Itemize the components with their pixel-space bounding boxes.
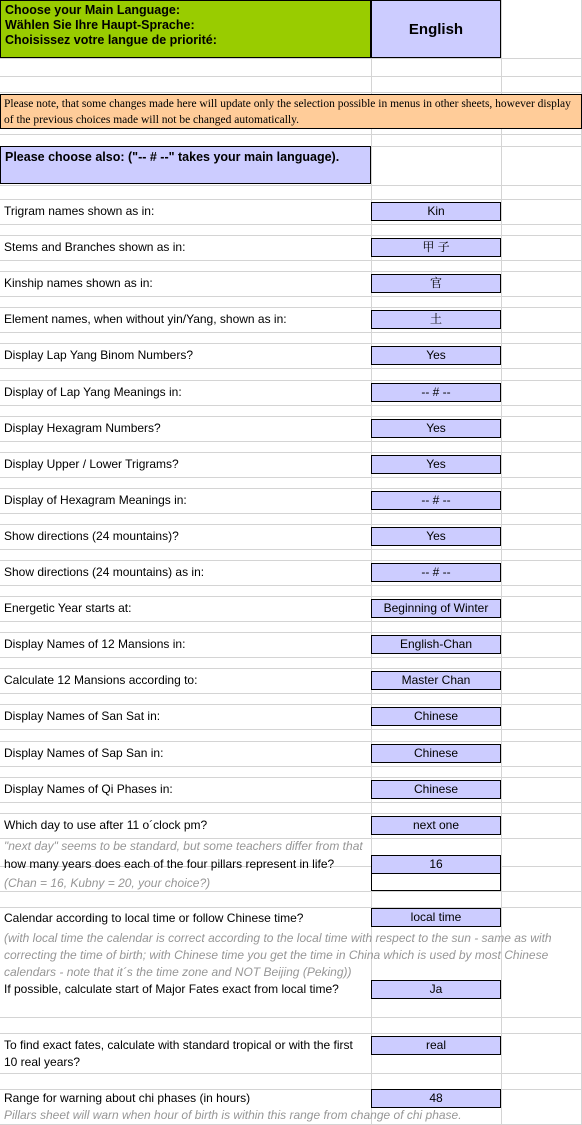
setting-label: Display Names of Sap San in: — [4, 746, 164, 760]
setting-value-select[interactable]: Chinese — [371, 744, 501, 763]
setting-label: Element names, when without yin/Yang, shown as in: — [4, 312, 287, 326]
prompt-english: Choose your Main Language: — [5, 3, 181, 17]
grid-row-line — [0, 693, 582, 694]
setting-value-select[interactable]: Yes — [371, 527, 501, 546]
grid-row-line — [0, 621, 582, 622]
chi-range-input[interactable]: 48 — [371, 1089, 501, 1108]
grid-row-line — [0, 380, 582, 381]
grid-row-line — [0, 668, 582, 669]
grid-row-line — [0, 235, 582, 236]
setting-value-select[interactable]: 甲 子 — [371, 238, 501, 257]
grid-row-line — [0, 596, 582, 597]
grid-row-line — [0, 549, 582, 550]
grid-row-line — [0, 729, 582, 730]
grid-row-line — [0, 307, 582, 308]
setting-label: Display of Lap Yang Meanings in: — [4, 385, 182, 399]
grid-row-line — [0, 766, 582, 767]
grid-row-line — [0, 224, 582, 225]
grid-row-line — [0, 416, 582, 417]
setting-label: Display Hexagram Numbers? — [4, 421, 161, 435]
setting-label: Display Names of Qi Phases in: — [4, 782, 173, 796]
grid-row-line — [0, 704, 582, 705]
exact-fates-label: To find exact fates, calculate with standard tropical or with the first 10 real years? — [4, 1038, 353, 1069]
setting-label: Which day to use after 11 o´clock pm? — [4, 818, 208, 832]
pillars-years-hint: (Chan = 16, Kubny = 20, your choice?) — [4, 876, 211, 890]
grid-row-line — [0, 271, 582, 272]
grid-row-line — [0, 332, 582, 333]
setting-value-select[interactable]: Chinese — [371, 780, 501, 799]
grid-row-line — [0, 296, 582, 297]
setting-label: Display Lap Yang Binom Numbers? — [4, 348, 193, 362]
setting-value-select[interactable]: -- # -- — [371, 383, 501, 402]
grid-row-line — [0, 477, 582, 478]
setting-label: Stems and Branches shown as in: — [4, 240, 186, 254]
grid-row-line — [0, 657, 582, 658]
choose-also-heading: Please choose also: ("-- # --" takes your main language). — [0, 146, 371, 184]
setting-value-select[interactable]: Kin — [371, 202, 501, 221]
chi-range-hint: Pillars sheet will warn when hour of birth is within this range from change of chi phase. — [4, 1108, 462, 1122]
grid-row-line — [0, 802, 582, 803]
setting-value-select[interactable]: Chinese — [371, 707, 501, 726]
grid-row-line — [0, 452, 582, 453]
grid-row-line — [0, 368, 582, 369]
grid-row-line — [0, 185, 582, 186]
grid-row-line — [0, 92, 582, 93]
pillars-years-empty-cell[interactable] — [371, 873, 501, 891]
grid-row-line — [0, 524, 582, 525]
setting-value-select[interactable]: -- # -- — [371, 563, 501, 582]
next-day-hint: "next day" seems to be standard, but some teachers differ from that — [4, 839, 363, 853]
pillars-years-input[interactable]: 16 — [371, 855, 501, 874]
grid-row-line — [0, 343, 582, 344]
calendar-select[interactable]: local time — [371, 908, 501, 927]
exact-fates-select[interactable]: real — [371, 1036, 501, 1055]
grid-row-line — [0, 199, 582, 200]
grid-row-line — [0, 560, 582, 561]
prompt-french: Choisissez votre langue de priorité: — [5, 33, 217, 47]
setting-label: Display Upper / Lower Trigrams? — [4, 457, 179, 471]
grid-row-line — [0, 441, 582, 442]
main-language-select[interactable]: English — [371, 0, 501, 58]
grid-row-line — [0, 260, 582, 261]
grid-row-line — [0, 777, 582, 778]
setting-value-select[interactable]: Yes — [371, 346, 501, 365]
setting-value-select[interactable]: 官 — [371, 274, 501, 293]
chi-range-label: Range for warning about chi phases (in hours) — [4, 1091, 251, 1105]
setting-value-select[interactable]: -- # -- — [371, 491, 501, 510]
setting-label: Calculate 12 Mansions according to: — [4, 673, 198, 687]
setting-label: Display Names of San Sat in: — [4, 709, 161, 723]
setting-value-select[interactable]: Master Chan — [371, 671, 501, 690]
grid-row-line — [0, 488, 582, 489]
major-fates-label: If possible, calculate start of Major Fates exact from local time? — [4, 982, 339, 996]
setting-label: Show directions (24 mountains) as in: — [4, 565, 205, 579]
grid-row-line — [0, 1017, 582, 1018]
grid-row-line — [0, 585, 582, 586]
setting-value-select[interactable]: 土 — [371, 310, 501, 329]
setting-label: Energetic Year starts at: — [4, 601, 132, 615]
update-note: Please note, that some changes made here will update only the selection possible in menus in other sheets, however display of the previous choices made will not be changed automatically. — [0, 94, 582, 129]
setting-value-select[interactable]: Yes — [371, 419, 501, 438]
setting-value-select[interactable]: Beginning of Winter — [371, 599, 501, 618]
grid-row-line — [0, 632, 582, 633]
grid-row-line — [0, 741, 582, 742]
grid-row-line — [0, 813, 582, 814]
setting-label: Display of Hexagram Meanings in: — [4, 493, 187, 507]
grid-row-line — [0, 134, 582, 135]
grid-row-line — [0, 513, 582, 514]
main-language-prompt — [0, 0, 371, 58]
calendar-label: Calendar according to local time or follow Chinese time? — [4, 911, 304, 925]
grid-row-line — [0, 405, 582, 406]
setting-label: Trigram names shown as in: — [4, 204, 155, 218]
setting-label: Display Names of 12 Mansions in: — [4, 637, 186, 651]
grid-row-line — [0, 891, 582, 892]
setting-value-select[interactable]: Yes — [371, 455, 501, 474]
pillars-years-label: how many years does each of the four pillars represent in life? — [4, 857, 335, 871]
setting-value-select[interactable]: English-Chan — [371, 635, 501, 654]
major-fates-select[interactable]: Ja — [371, 980, 501, 999]
setting-label: Show directions (24 mountains)? — [4, 529, 179, 543]
prompt-german: Wählen Sie Ihre Haupt-Sprache: — [5, 18, 195, 32]
calendar-hint: (with local time the calendar is correct according to the local time with respect to the sun - same as with correcting the time of birth; with Chinese time you get the time in China which is used by most Chinese calendars - note that it´s the time zone and NOT Beijing (Peking)) — [4, 931, 552, 979]
setting-value-select[interactable]: next one — [371, 816, 501, 835]
grid-row-line — [0, 76, 582, 77]
grid-row-line — [0, 1073, 582, 1074]
setting-label: Kinship names shown as in: — [4, 276, 153, 290]
grid-row-line — [0, 58, 582, 59]
grid-row-line — [0, 1033, 582, 1034]
